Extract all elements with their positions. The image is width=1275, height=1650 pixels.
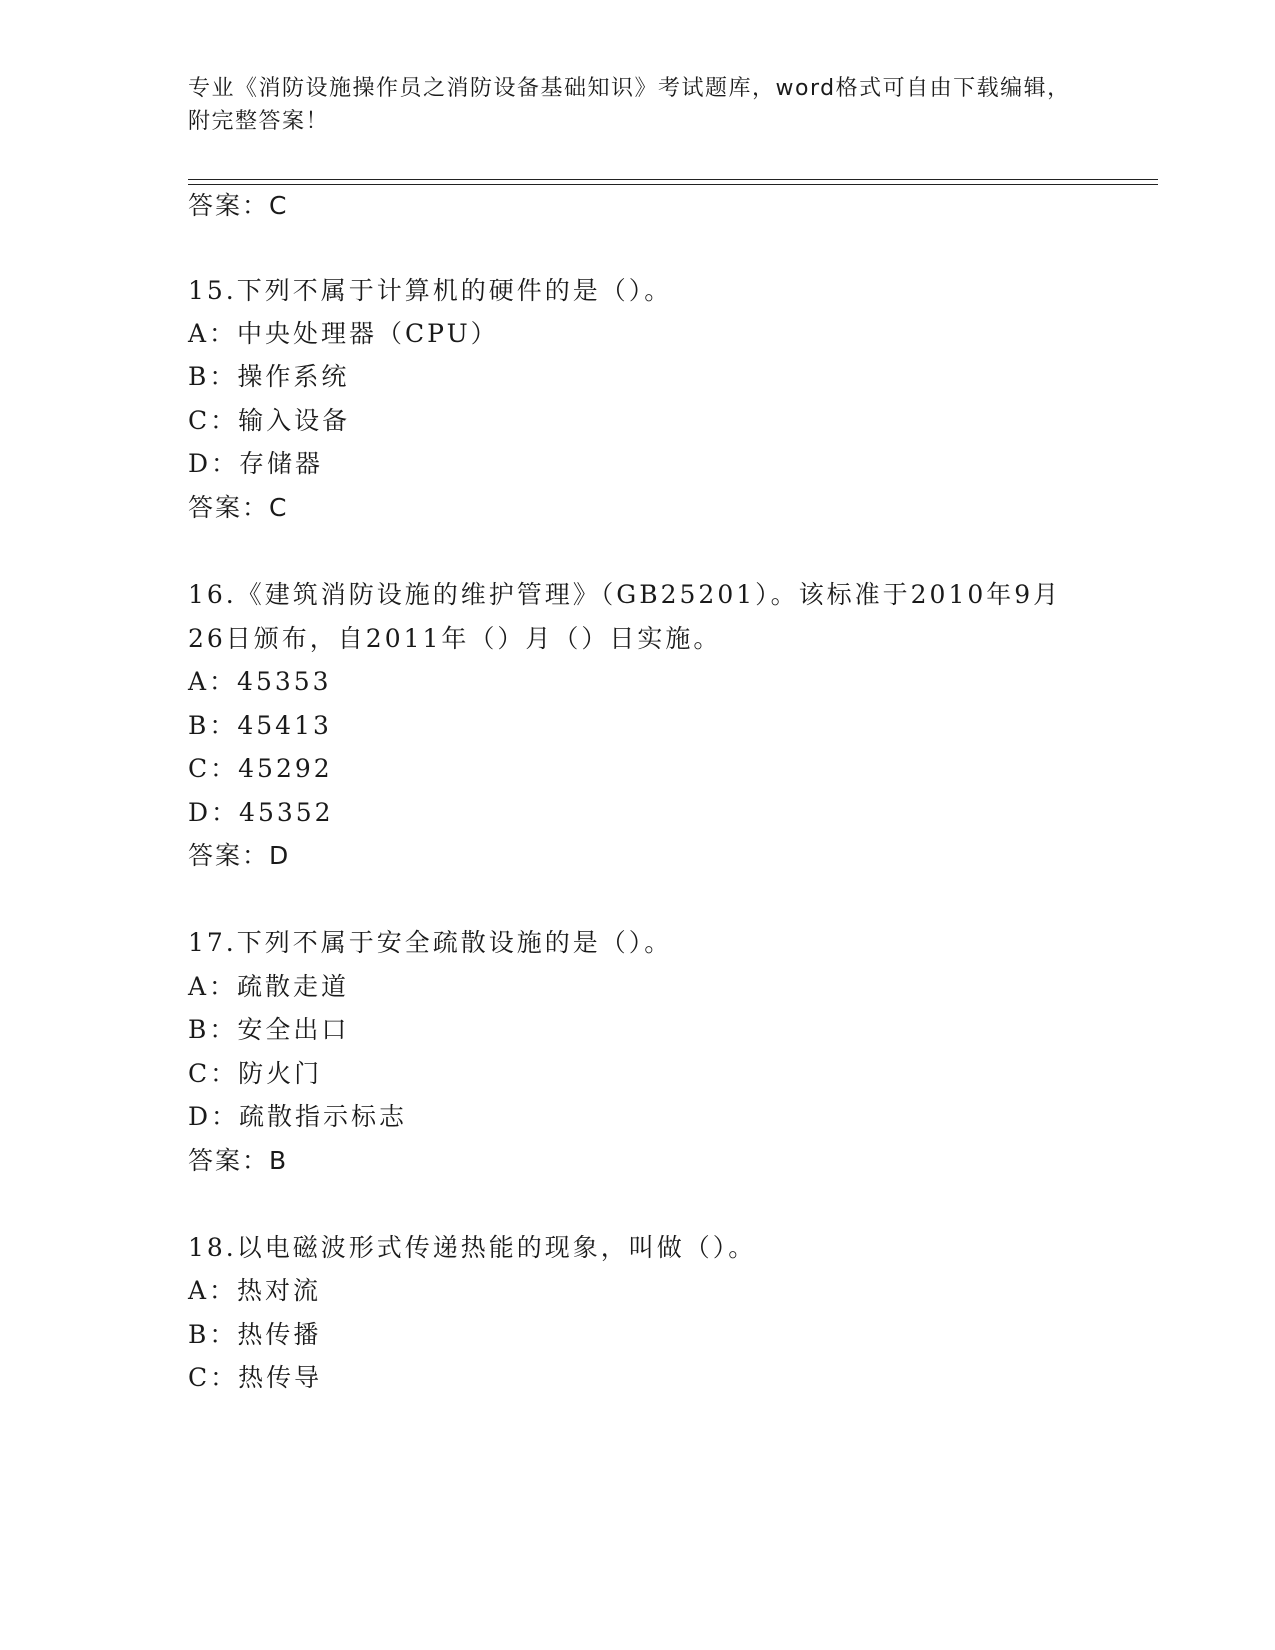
document-header: 专业《消防设施操作员之消防设备基础知识》考试题库，word格式可自由下载编辑，附完整答案！ — [188, 76, 1071, 134]
question-17-option-b: B：安全出口 — [188, 1015, 350, 1044]
question-18-option-b: B：热传播 — [188, 1320, 322, 1349]
question-16-option-d: D：45352 — [188, 798, 334, 827]
question-15-option-d: D：存储器 — [188, 449, 324, 478]
question-15-option-a: A：中央处理器（CPU） — [188, 319, 499, 348]
question-15-option-b: B：操作系统 — [188, 362, 350, 391]
question-15-option-c: C：输入设备 — [188, 406, 351, 435]
question-17-option-c: C：防火门 — [188, 1059, 323, 1088]
question-16-option-b: B：45413 — [188, 711, 332, 740]
question-18-option-a: A：热对流 — [188, 1276, 322, 1305]
question-17-option-a: A：疏散走道 — [188, 972, 350, 1001]
question-18-option-c: C：热传导 — [188, 1363, 323, 1392]
header-divider-bottom — [188, 184, 1158, 185]
question-15-answer: 答案：C — [188, 493, 289, 522]
previous-answer: 答案：C — [188, 191, 289, 220]
question-17-stem: 17.下列不属于安全疏散设施的是（）。 — [188, 928, 673, 957]
header-divider-top — [188, 179, 1158, 180]
question-17-answer: 答案：B — [188, 1146, 289, 1175]
question-16-option-c: C：45292 — [188, 754, 333, 783]
question-16-option-a: A：45353 — [188, 667, 332, 696]
question-16-stem-line-1: 16.《建筑消防设施的维护管理》（GB25201）。该标准于2010年9月 — [188, 580, 1062, 609]
question-18-stem: 18.以电磁波形式传递热能的现象，叫做（）。 — [188, 1233, 757, 1262]
question-16-answer: 答案：D — [188, 841, 291, 870]
question-15-stem: 15.下列不属于计算机的硬件的是（）。 — [188, 276, 673, 305]
question-17-option-d: D：疏散指示标志 — [188, 1102, 408, 1131]
question-16-stem-line-2: 26日颁布，自2011年（）月（）日实施。 — [188, 624, 722, 653]
